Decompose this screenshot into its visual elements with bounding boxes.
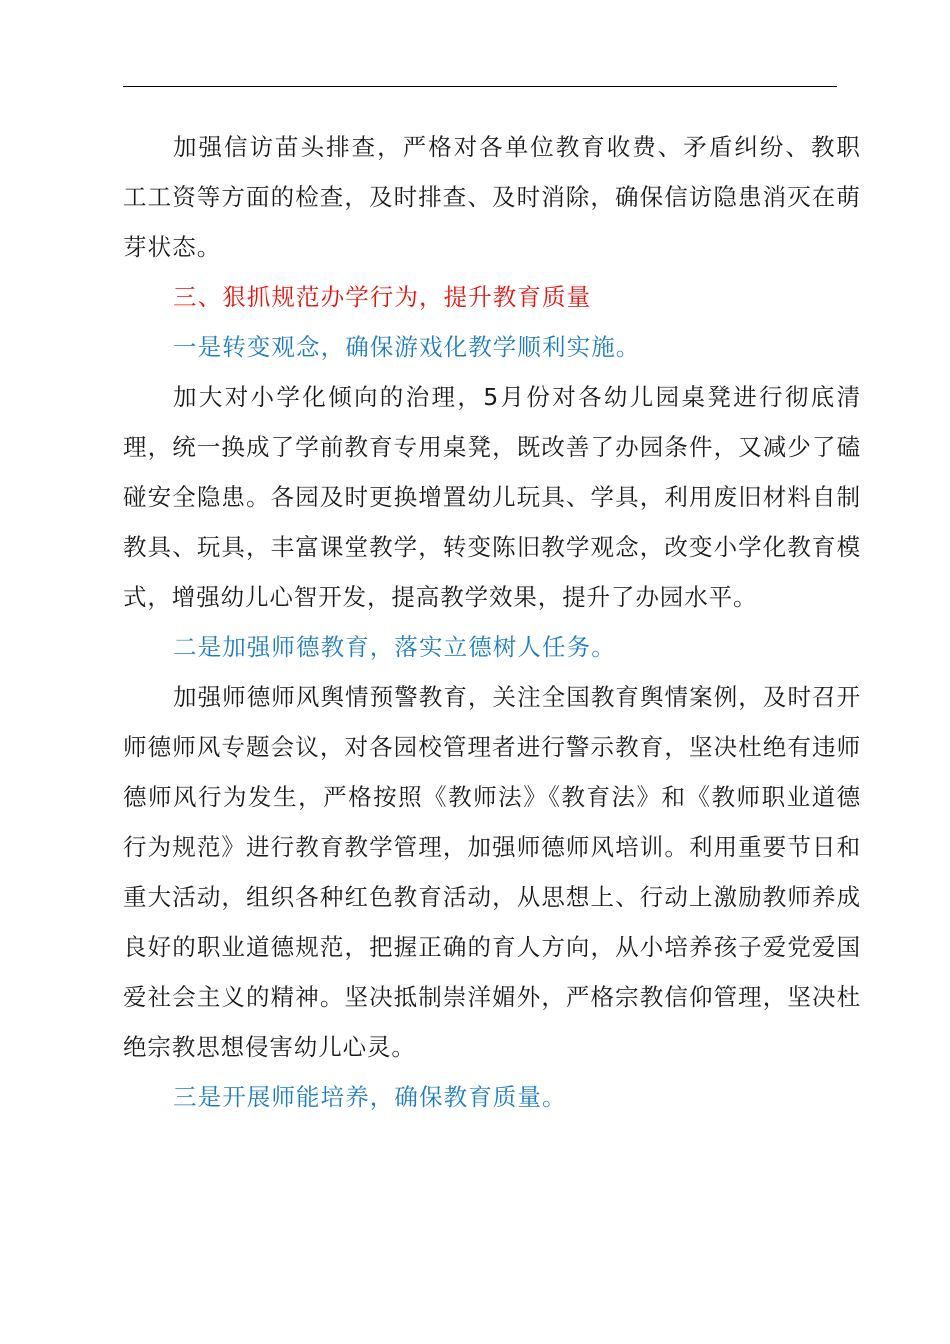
paragraph-anti-primary-trend: 加大对小学化倾向的治理，5月份对各幼儿园桌凳进行彻底清理，统一换成了学前教育专用桌凳，既改善了办园条件，又减少了磕碰安全隐患。各园及时更换增置幼儿玩具、学具，利用废旧材料自制教具、玩具，丰富课堂教学，转变陈旧教学观念，改变小学化教育模式，增强幼儿心智开发，提高教学效果，提升了办园水平。: [123, 383, 861, 611]
paragraph-teacher-ethics: 加强师德师风舆情预警教育，关注全国教育舆情案例，及时召开师德师风专题会议，对各园校管理者进行警示教育，坚决杜绝有违师德师风行为发生，严格按照《教师法》《教育法》和《教师职业道德行为规范》进行教育教学管理，加强师德师风培训。利用重要节日和重大活动，组织各种红色教育活动，从思想上、行动上激励教师养成良好的职业道德规范，把握正确的育人方向，从小培养孩子爱党爱国爱社会主义的精神。坚决抵制崇洋媚外，严格宗教信仰管理，坚决杜绝宗教思想侵害幼儿心灵。: [123, 683, 861, 1061]
header-rule: [123, 86, 837, 87]
document-body: [123, 122, 861, 1122]
section-heading-3: 三、狠抓规范办学行为，提升教育质量: [173, 283, 592, 311]
subheading-2: 二是加强师德教育，落实立德树人任务。: [173, 633, 616, 661]
subheading-1: 一是转变观念，确保游戏化教学顺利实施。: [173, 333, 641, 361]
paragraph-petition-screening: 加强信访苗头排查，严格对各单位教育收费、矛盾纠纷、教职工工资等方面的检查，及时排查、及时消除，确保信访隐患消灭在萌芽状态。: [123, 133, 861, 261]
subheading-3: 三是开展师能培养，确保教育质量。: [173, 1083, 567, 1111]
